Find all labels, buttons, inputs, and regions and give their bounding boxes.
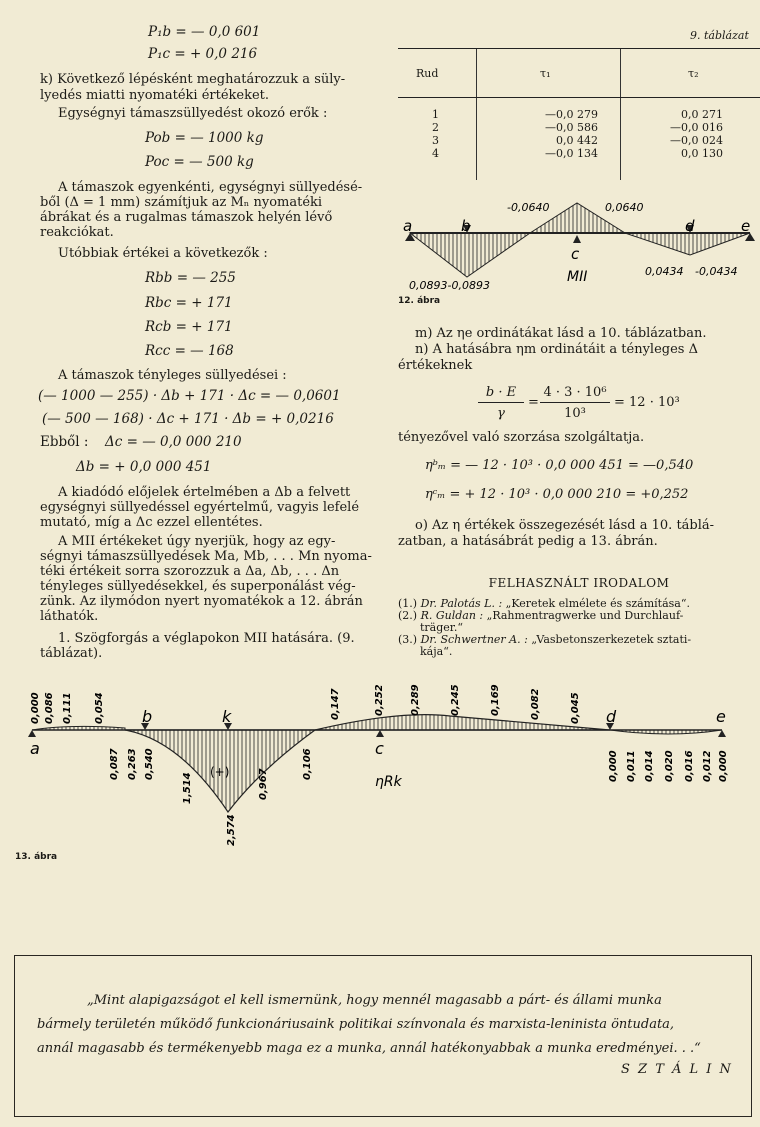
para3-line: tényleges süllyedésekkel, és superponálást vég- — [40, 579, 356, 594]
text-multiplier: tényezővel való szorzása szolgáltatja. — [398, 430, 645, 445]
equation-eta-b: ηᵇₘ = — 12 · 10³ · 0,0 000 451 = —0,540 — [425, 458, 694, 473]
para1-line: ábrákat és a rugalmas támaszok helyén lévő — [40, 210, 333, 225]
quote-box — [14, 955, 752, 1117]
para3-line: téki értékeit sorra szorozzuk a Δa, Δb, . . . Δn — [40, 564, 340, 579]
fraction-formula: b · E γ = 4 · 3 · 10⁶ 10³ = 12 · 10³ — [478, 385, 708, 425]
table-col-tau1 — [518, 108, 598, 160]
table-cell: —0,0 279 — [545, 108, 598, 121]
fig13-bottom-value: 1,514 — [182, 772, 193, 804]
text-k-line1: k) Következő lépésként meghatározzuk a süly- — [40, 72, 346, 87]
frac-den: γ — [497, 406, 505, 421]
fig13-right-value: 0,016 — [684, 750, 695, 782]
fig13-label-d: d — [606, 707, 617, 726]
fig13-right-value: 0,020 — [664, 750, 675, 782]
fig13-top-value: 0,045 — [570, 692, 581, 724]
table-cell: 0,0 271 — [681, 108, 723, 121]
fig13-area-a — [32, 726, 125, 730]
equation-poc: Poc = — 500 kg — [145, 154, 254, 170]
table-header-tau1: τ₁ — [540, 67, 551, 80]
quote-author: S Z T Á L I N — [621, 1062, 733, 1077]
references-list — [398, 598, 760, 658]
fig13-label-plus: (+) — [210, 765, 230, 779]
table-9 — [398, 48, 760, 180]
para3-line: A MII értékeket úgy nyerjük, hogy az egy- — [58, 534, 336, 549]
fig13-top-value: 0,111 — [62, 692, 73, 724]
para4-line: 1. Szögforgás a véglapokon MII hatására. (9. — [58, 631, 355, 646]
fig13-label-k: k — [222, 707, 232, 726]
fig13-label-e: e — [716, 707, 726, 726]
fig13-support-a — [28, 730, 36, 737]
fig13-right-values — [608, 750, 729, 782]
table-cell: 4 — [432, 147, 439, 160]
table-cell: —0,0 586 — [545, 121, 598, 134]
fig13-top-value: 0,245 — [450, 684, 461, 716]
para2-line: egységnyi süllyedéssel egyértelmű, vagyis lefelé — [40, 500, 360, 515]
quote-line: annál magasabb és termékenyebb maga ez a munka, annál hatékonyabbak a munka eredményei. . .“ — [37, 1041, 701, 1056]
table-col-tau2 — [653, 108, 723, 160]
text-n-line1: n) A hatásábra ηm ordinátáit a tényleges Δ — [415, 342, 698, 357]
fig13-right-value: 0,011 — [626, 750, 637, 782]
fig13-top-value: 0,289 — [410, 684, 421, 716]
reference-item: kája“. — [420, 645, 453, 658]
reference-item: (2.) R. Guldan : „Rahmentragwerke und Durchlauf- — [398, 609, 684, 622]
fig12-label-b: b — [461, 217, 471, 235]
para1-line: reakciókat. — [40, 225, 114, 240]
reference-item: träger.“ — [420, 621, 463, 634]
para2-line: mutató, míg a Δc ezzel ellentétes. — [40, 515, 263, 530]
fig12-value-1: -0,0640 — [507, 201, 550, 214]
reference-item: (3.) Dr. Schwertner A. : „Vasbetonszerkezetek sztati- — [398, 633, 692, 646]
reference-item: (1.) Dr. Palotás L. : „Keretek elmélete és számítása“. — [398, 597, 690, 610]
table-cell: 1 — [432, 108, 439, 121]
table-cell: —0,0 024 — [670, 134, 723, 147]
equation-pob: Pob = — 1000 kg — [145, 130, 264, 146]
frac-num: b · E — [485, 385, 517, 400]
text-unit-forces: Egységnyi támaszsüllyedést okozó erők : — [58, 106, 328, 121]
table-cell: 0,0 130 — [681, 147, 723, 160]
text-k-line2: lyedés miatti nyomatéki értékeket. — [40, 88, 270, 103]
fig12-label-d: d — [685, 217, 695, 235]
equation-1: (— 1000 — 255) · Δb + 171 · Δc = — 0,0601 — [38, 388, 341, 404]
text-o-line1: o) Az η értékek összegezését lásd a 10. táblá- — [415, 518, 715, 533]
fig13-support-e — [718, 730, 726, 737]
fig13-bottom-value: 2,574 — [226, 814, 237, 846]
table-cell: 0,0 442 — [556, 134, 598, 147]
quote-line: bármely területén működő funkcionáriusaink politikai színvonala és marxista-leninista öntudata, — [37, 1017, 675, 1032]
fig13-right-value: 0,014 — [644, 750, 655, 782]
equation-rcb: Rcb = + 171 — [145, 319, 233, 335]
quote-line: „Mint alapigazságot el kell ismernünk, hogy mennél magasabb a párt- és állami munka — [87, 993, 662, 1008]
equation-eta-c: ηᶜₘ = + 12 · 10³ · 0,0 000 210 = +0,252 — [425, 487, 689, 502]
para4-line: táblázat). — [40, 646, 103, 661]
fig12-value-2: 0,0640 — [605, 201, 644, 214]
para3-line: ségnyi támaszsüllyedések Ma, Mb, . . . Mn nyoma- — [40, 549, 372, 564]
table-header-rud: Rud — [416, 67, 439, 80]
text-m-line: m) Az ηe ordinátákat lásd a 10. táblázatban. — [415, 326, 707, 341]
support-c — [573, 235, 581, 243]
fig13-right-value: 0,000 — [608, 750, 619, 782]
fig12-label-m: MII — [567, 269, 588, 285]
text-o-line2: zatban, a hatásábrát pedig a 13. ábrán. — [398, 534, 658, 549]
table-cell: 2 — [432, 121, 439, 134]
para1-line: A támaszok egyenkénti, egységnyi süllyedésé- — [58, 180, 363, 195]
fig13-support-c — [376, 730, 384, 737]
figure-12 — [395, 195, 760, 295]
fig13-top-value: 0,147 — [330, 688, 341, 720]
fig13-label-eta: ηRk — [375, 774, 402, 790]
fig13-bottom-value: 0,087 — [109, 748, 120, 780]
text-actual-settlements: A támaszok tényleges süllyedései : — [58, 368, 287, 383]
fig13-top-value: 0,054 — [94, 692, 105, 724]
fig12-value-3: 0,0893-0,0893 — [409, 279, 490, 292]
table-header-tau2: τ₂ — [688, 67, 699, 80]
frac2-num: 4 · 3 · 10⁶ — [543, 385, 607, 400]
fig13-caption: 13. ábra — [15, 852, 58, 862]
fig13-top-value: 0,252 — [374, 684, 385, 716]
fig12-value-5: -0,0434 — [695, 265, 738, 278]
equation-rcc: Rcc = — 168 — [145, 343, 234, 359]
equation-dc: Δc = — 0,0 000 210 — [105, 434, 242, 450]
fig12-caption: 12. ábra — [398, 296, 441, 306]
fig13-label-a: a — [30, 739, 40, 758]
fig13-bottom-value: 0,967 — [258, 768, 269, 800]
fig13-bottom-value: 0,106 — [302, 748, 313, 780]
table-col-rud — [432, 108, 439, 160]
fig13-top-value: 0,086 — [44, 692, 55, 724]
equation-rbb: Rbb = — 255 — [145, 270, 236, 286]
para3-line: láthatók. — [40, 609, 99, 624]
equation-db: Δb = + 0,0 000 451 — [76, 459, 212, 475]
text-n-line2: értékeknek — [398, 358, 473, 373]
fig13-right-value: 0,012 — [702, 750, 713, 782]
fig12-value-4: 0,0434 — [645, 265, 684, 278]
equation-p1c: P₁c = + 0,0 216 — [148, 46, 258, 62]
fig12-area-de — [625, 233, 750, 255]
fig13-label-c: c — [375, 739, 384, 758]
fig13-top-value: 0,169 — [490, 684, 501, 716]
fig13-area-cd — [315, 715, 610, 730]
equation-2: (— 500 — 168) · Δc + 171 · Δb = + 0,0216 — [42, 411, 334, 427]
paragraph-1 — [40, 180, 380, 240]
table-cell: —0,0 016 — [670, 121, 723, 134]
fig13-label-b: b — [142, 707, 153, 726]
paragraph-3 — [40, 534, 380, 624]
table-title: 9. táblázat — [690, 29, 749, 42]
fig12-label-c: c — [571, 245, 580, 263]
fig13-top-value: 0,082 — [530, 688, 541, 720]
fig13-bottom-value: 0,540 — [144, 748, 155, 780]
text-hence: Ebből : — [40, 434, 89, 450]
frac2-den: 10³ — [564, 406, 586, 421]
fig13-top-value: 0,000 — [30, 692, 41, 724]
fig13-bottom-value: 0,263 — [127, 748, 138, 780]
paragraph-2 — [40, 485, 380, 530]
figure-13 — [20, 680, 740, 850]
equation-p1b: P₁b = — 0,0 601 — [148, 24, 261, 40]
text-latter-values: Utóbbiak értékei a következők : — [58, 246, 268, 261]
paragraph-4 — [40, 631, 380, 661]
equation-rbc: Rbc = + 171 — [145, 295, 233, 311]
fig12-label-e: e — [741, 217, 751, 235]
fig13-right-value: 0,000 — [718, 750, 729, 782]
fig13-area-de — [610, 730, 722, 734]
para1-line: ből (Δ = 1 mm) számítjuk az Mₙ nyomatéki — [40, 195, 323, 210]
fig12-area-ab — [410, 233, 530, 277]
para2-line: A kiadódó előjelek értelmében a Δb a felvett — [58, 485, 351, 500]
table-cell: 3 — [432, 134, 439, 147]
fig13-top-values — [30, 684, 581, 724]
frac-result: = 12 · 10³ — [614, 395, 680, 410]
para3-line: zünk. Az ilymódon nyert nyomatékok a 12. ábrán — [40, 594, 363, 609]
table-cell: —0,0 134 — [545, 147, 598, 160]
references-title: FELHASZNÁLT IRODALOM — [488, 576, 670, 590]
fig12-label-a: a — [403, 217, 413, 235]
